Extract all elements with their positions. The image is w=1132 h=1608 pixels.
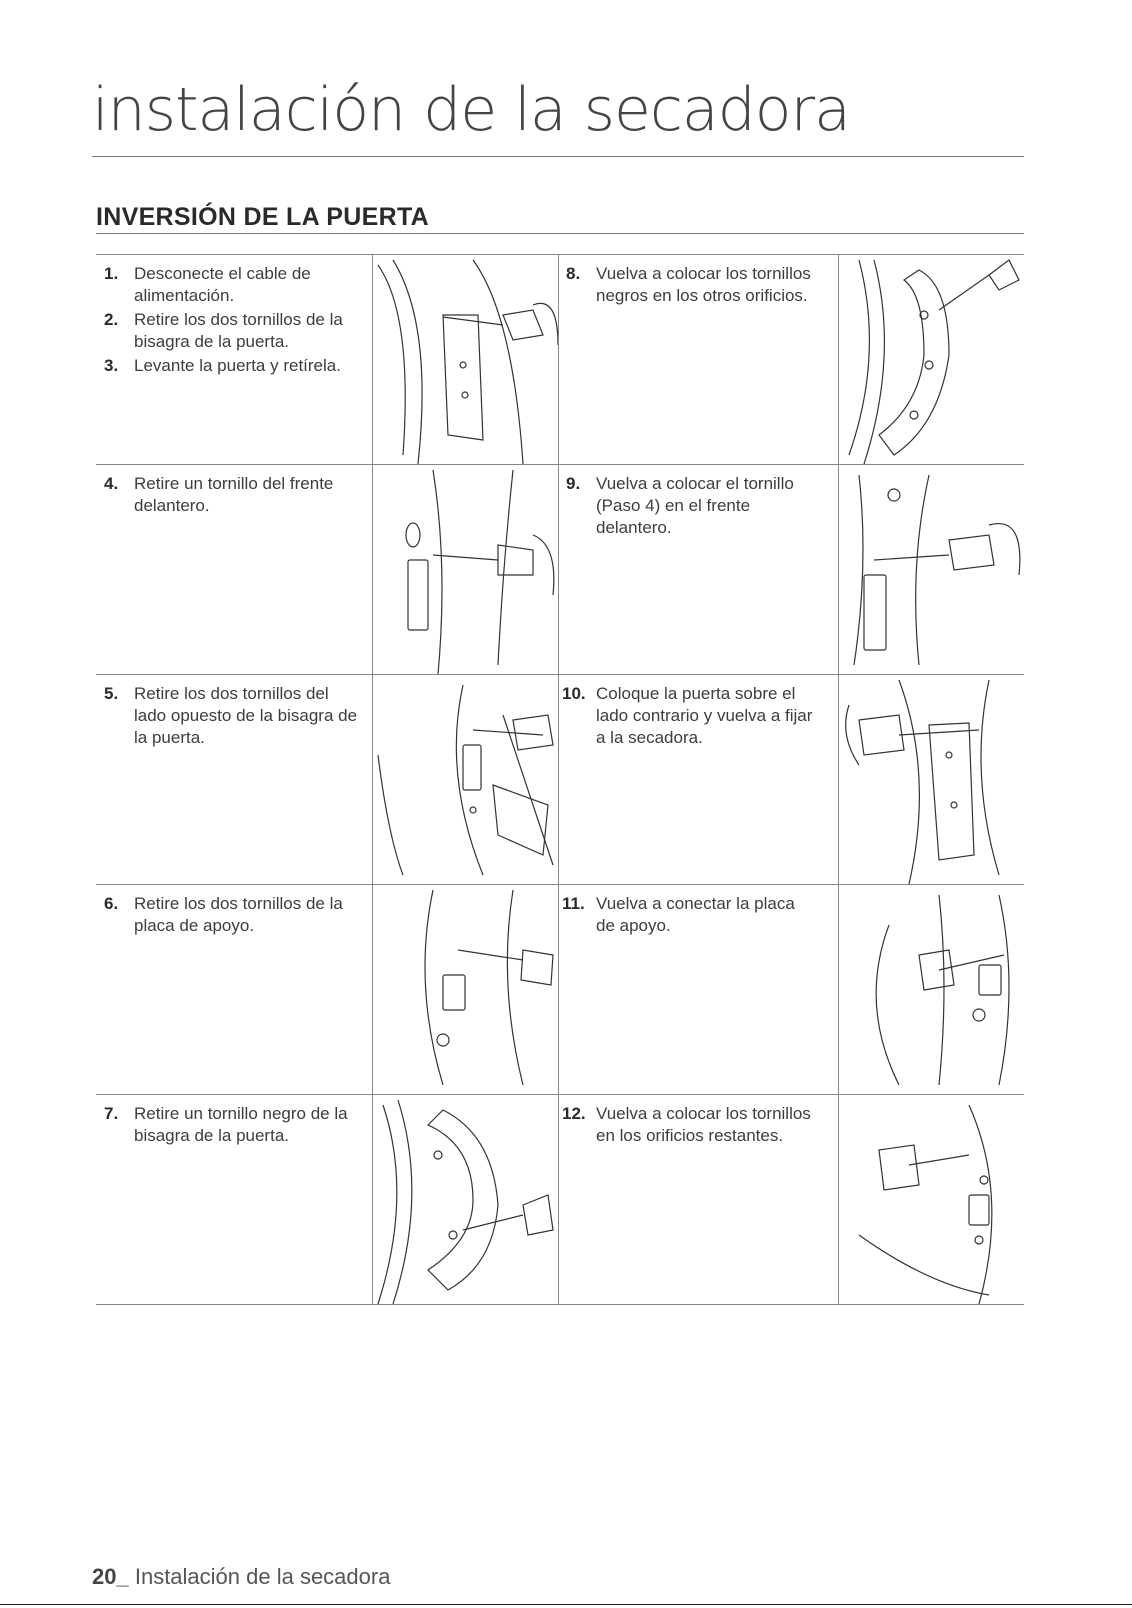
- step-number: 8.: [566, 264, 581, 283]
- backing-plate-reconnect-illustration: [838, 885, 1025, 1094]
- step-item: [104, 355, 364, 377]
- front-screw-illustration: [372, 465, 559, 674]
- step-group: [104, 1103, 364, 1149]
- step-number: 11.: [562, 894, 585, 913]
- title-divider: [92, 156, 1024, 157]
- step-number: 4.: [104, 474, 119, 493]
- step-text: Vuelva a colocar los tornillos en los orificios restantes.: [596, 1104, 811, 1145]
- step-item: [104, 309, 364, 353]
- step-number: 2.: [104, 310, 119, 329]
- step-number: 5.: [104, 684, 119, 703]
- step-group: [562, 1103, 816, 1149]
- step-text: Vuelva a colocar los tornillos negros en los otros orificios.: [596, 264, 811, 305]
- instruction-row: [96, 464, 1024, 674]
- step-item: [104, 1103, 364, 1147]
- page-number: 20_: [92, 1564, 129, 1589]
- instruction-grid: [96, 254, 1024, 1305]
- step-text: Retire un tornillo del frente delantero.: [134, 474, 334, 515]
- step-text: Retire los dos tornillos de la placa de apoyo.: [134, 894, 343, 935]
- instruction-row: [96, 884, 1024, 1094]
- hinge-black-screw-illustration: [372, 1095, 559, 1304]
- page-footer: [92, 1564, 390, 1590]
- instruction-row: [96, 674, 1024, 884]
- page-title: instalación de la secadora: [92, 75, 850, 145]
- hinge-screws-illustration: [372, 255, 559, 464]
- step-item: [562, 683, 816, 749]
- step-number: 7.: [104, 1104, 119, 1123]
- step-text: Levante la puerta y retírela.: [134, 356, 341, 375]
- step-group: [104, 473, 364, 519]
- instruction-row: [96, 254, 1024, 464]
- door-reattach-illustration: [838, 675, 1025, 884]
- section-title: INVERSIÓN DE LA PUERTA: [96, 203, 430, 231]
- step-text: Vuelva a colocar el tornillo (Paso 4) en el frente delantero.: [596, 474, 794, 537]
- step-group: [104, 893, 364, 939]
- step-number: 1.: [104, 264, 119, 283]
- step-item: [104, 473, 364, 517]
- step-group: [104, 263, 364, 379]
- step-number: 12.: [562, 1104, 586, 1123]
- step-text: Retire un tornillo negro de la bisagra de la puerta.: [134, 1104, 348, 1145]
- bottom-divider: [0, 1604, 1132, 1605]
- step-group: [104, 683, 364, 751]
- step-number: 10.: [562, 684, 586, 703]
- step-item: [104, 683, 364, 749]
- step-item: [562, 1103, 816, 1147]
- footer-label: Instalación de la secadora: [134, 1564, 391, 1589]
- step-text: Desconecte el cable de alimentación.: [134, 264, 311, 305]
- step-item: [566, 473, 816, 539]
- step-item: [104, 893, 364, 937]
- step-group: [566, 473, 816, 541]
- step-item: [562, 893, 816, 937]
- step-text: Retire los dos tornillos de la bisagra de la puerta.: [134, 310, 343, 351]
- step-group: [562, 683, 816, 751]
- section-divider: [96, 233, 1024, 234]
- step-item: [566, 263, 816, 307]
- step-text: Retire los dos tornillos del lado opuesto de la bisagra de la puerta.: [134, 684, 358, 747]
- grid-divider: [96, 1304, 1024, 1305]
- step-text: Coloque la puerta sobre el lado contrario y vuelva a fijar a la secadora.: [596, 684, 813, 747]
- instruction-row: [96, 1094, 1024, 1304]
- opposite-hinge-illustration: [372, 675, 559, 884]
- step-number: 6.: [104, 894, 119, 913]
- step-text: Vuelva a conectar la placa de apoyo.: [596, 894, 795, 935]
- door-hinge-illustration: [838, 255, 1025, 464]
- backing-plate-illustration: [372, 885, 559, 1094]
- step-number: 9.: [566, 474, 581, 493]
- front-screw-reinstall-illustration: [838, 465, 1025, 674]
- step-group: [566, 263, 816, 309]
- step-number: 3.: [104, 356, 119, 375]
- step-group: [562, 893, 816, 939]
- step-item: [104, 263, 364, 307]
- remaining-screws-illustration: [838, 1095, 1025, 1304]
